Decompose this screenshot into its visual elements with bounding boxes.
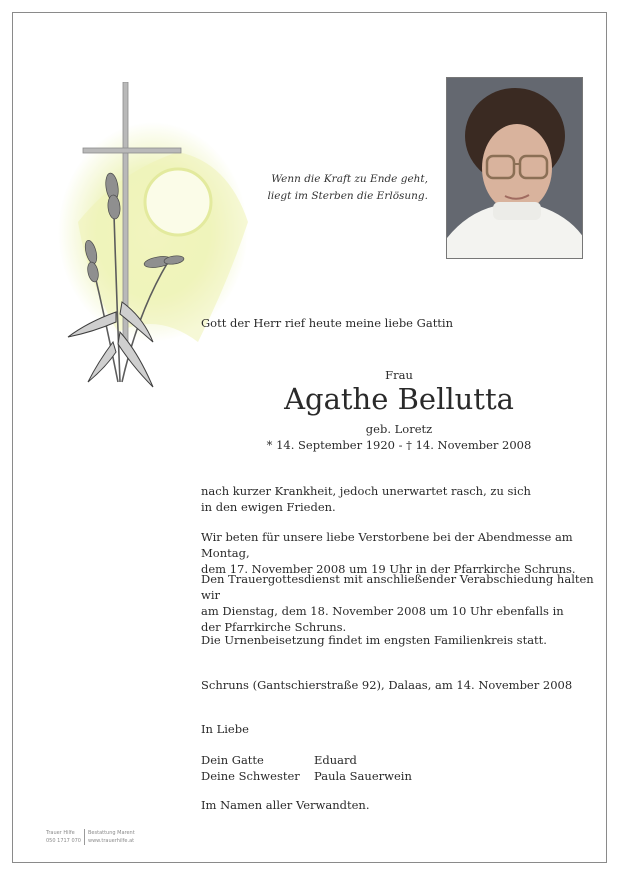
paragraph-line: Wir beten für unsere liebe Verstorbene bei der Abendmesse am Montag, xyxy=(201,530,573,560)
paragraph-line: am Dienstag, dem 18. November 2008 um 10 Uhr ebenfalls in xyxy=(201,604,564,618)
closing-text: Im Namen aller Verwandten. xyxy=(201,798,370,812)
deceased-maiden-name: geb. Loretz xyxy=(365,422,433,436)
paragraph-passing xyxy=(201,483,601,515)
paragraph-evening-mass xyxy=(201,529,601,577)
portrait-photo xyxy=(446,77,583,259)
place-and-date: Schruns (Gantschierstraße 92), Dalaas, am 14. November 2008 xyxy=(201,678,573,692)
life-dates: * 14. September 1920 - † 14. November 2008 xyxy=(266,438,532,452)
paragraph-line: in den ewigen Frieden. xyxy=(201,500,336,514)
footer-brand: Trauer Hilfe xyxy=(46,830,75,836)
mourner-name: Paula Sauerwein xyxy=(314,769,412,783)
mourner-role: Dein Gatte xyxy=(201,753,264,767)
motto-line-2: liegt im Sterben die Erlösung. xyxy=(267,190,428,202)
mourner-role: Deine Schwester xyxy=(201,769,300,783)
mourners-list xyxy=(201,752,412,784)
motto xyxy=(250,171,428,205)
footer-company: Bestattung Marent xyxy=(88,830,135,836)
in-love-text: In Liebe xyxy=(201,722,249,736)
funeral-service-logo xyxy=(46,829,156,853)
paragraph-line: der Pfarrkirche Schruns. xyxy=(201,620,347,634)
mourner-name: Eduard xyxy=(314,753,357,767)
footer-phone: 050 1717 070 xyxy=(46,838,81,844)
paragraph-line: dem 17. November 2008 um 19 Uhr in der Pfarrkirche Schruns. xyxy=(201,562,576,576)
footer-website[interactable]: www.trauerhilfe.at xyxy=(88,838,135,844)
mourner-row xyxy=(201,752,412,768)
cross-wheat-sun-illustration xyxy=(58,82,258,402)
deceased-name: Agathe Bellutta xyxy=(284,382,514,416)
mourner-row xyxy=(201,768,412,784)
paragraph-funeral-service xyxy=(201,571,601,635)
paragraph-line: Den Trauergottesdienst mit anschließender Verabschiedung halten wir xyxy=(201,572,594,602)
paragraph-urn-burial: Die Urnenbeisetzung findet im engsten Familienkreis statt. xyxy=(201,633,547,647)
motto-line-1: Wenn die Kraft zu Ende geht, xyxy=(271,173,428,185)
deceased-title: Frau xyxy=(385,368,413,382)
intro-text: Gott der Herr rief heute meine liebe Gattin xyxy=(201,316,454,330)
paragraph-line: nach kurzer Krankheit, jedoch unerwartet rasch, zu sich xyxy=(201,484,531,498)
